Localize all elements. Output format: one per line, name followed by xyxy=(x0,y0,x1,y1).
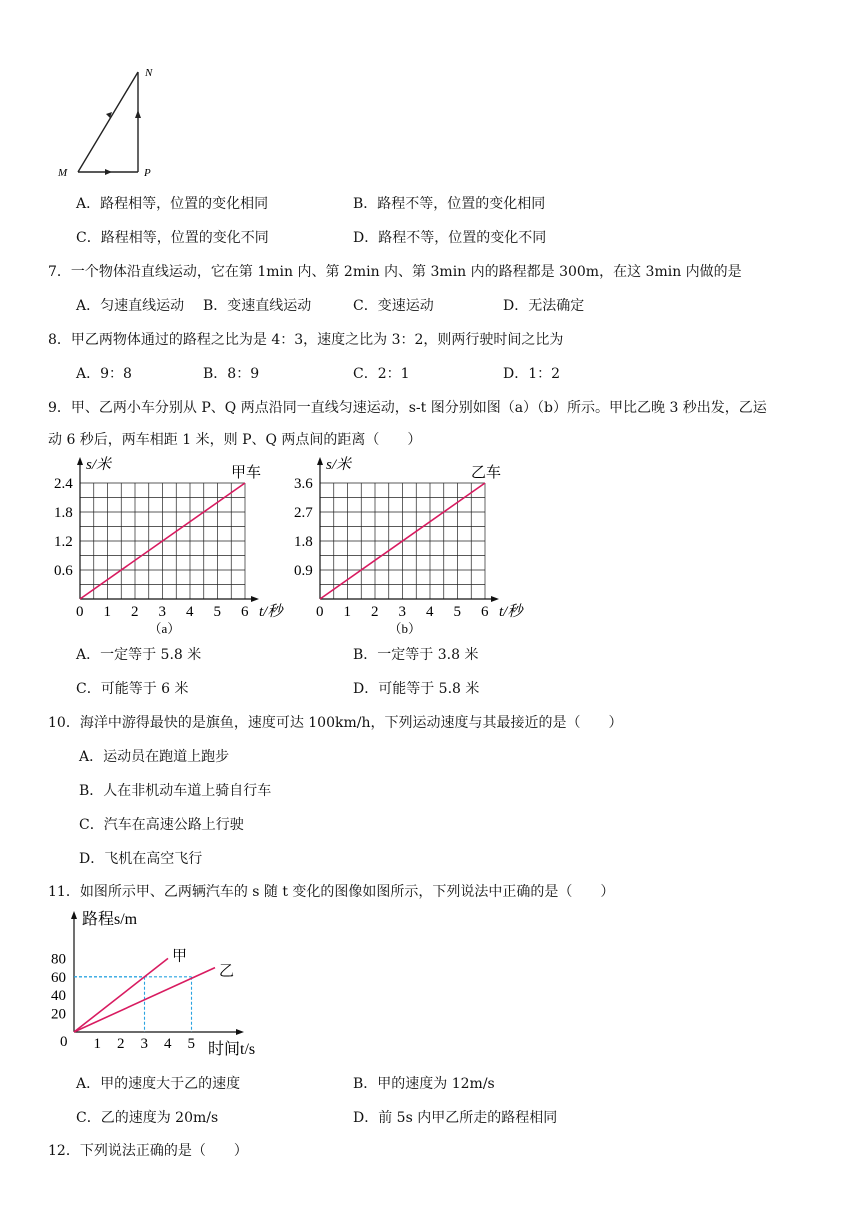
chart-c-y-tick: 20 xyxy=(51,1006,66,1023)
q9-stem-line2: 动 6 秒后，两车相距 1 米，则 P、Q 两点间的距离（ ） xyxy=(48,432,422,448)
chart-a-x-label: t/秒 xyxy=(259,604,283,620)
chart-a-series-label: 甲车 xyxy=(231,465,262,481)
chart-b-y-tick: 3.6 xyxy=(294,476,313,492)
q6-option-a: A．路程相等，位置的变化相同 xyxy=(76,196,269,212)
q10-option-a: A．运动员在跑道上跑步 xyxy=(79,749,230,765)
chart-a-y-tick: 2.4 xyxy=(54,476,73,492)
chart-b-x-tick: 6 xyxy=(481,604,489,620)
chart-c-x-arrow xyxy=(236,1029,244,1035)
chart-a-x-tick: 3 xyxy=(158,604,166,620)
chart-b-y-arrow xyxy=(317,457,323,465)
chart-c-origin-label: 0 xyxy=(60,1034,68,1050)
chart-c-y-label: 路程s/m xyxy=(82,911,138,928)
q9-option-b: B．一定等于 3.8 米 xyxy=(353,647,479,663)
q10-option-c: C．汽车在高速公路上行驶 xyxy=(79,817,244,833)
chart-a-x-tick: 2 xyxy=(131,604,139,620)
chart-b-x-tick: 5 xyxy=(453,604,461,620)
chart-c-x-tick: 4 xyxy=(164,1036,172,1052)
q10-option-d: D．飞机在高空飞行 xyxy=(79,851,203,867)
q9-option-a: A．一定等于 5.8 米 xyxy=(76,647,202,663)
chart-a-caption: （a） xyxy=(148,621,181,636)
chart-b-x-arrow xyxy=(491,596,499,602)
chart-a-x-arrow xyxy=(251,596,259,602)
chart-c-series-label: 甲 xyxy=(172,948,188,965)
chart-a-x-tick: 5 xyxy=(213,604,221,620)
chart-c-y-arrow xyxy=(71,911,77,919)
chart-b-y-tick: 0.9 xyxy=(294,563,313,579)
q11-stem: 11．如图所示甲、乙两辆汽车的 s 随 t 变化的图像如图所示，下列说法中正确的是（ ） xyxy=(48,884,615,900)
chart-b-y-tick: 1.8 xyxy=(294,534,313,550)
q9-option-c: C．可能等于 6 米 xyxy=(76,681,189,697)
chart-b xyxy=(290,455,535,640)
chart-a-x-tick: 0 xyxy=(76,604,84,620)
chart-b-y-tick: 2.7 xyxy=(294,505,313,521)
q11-option-a: A．甲的速度大于乙的速度 xyxy=(76,1076,241,1092)
q6-option-c: C．路程相等，位置的变化不同 xyxy=(76,230,269,246)
chart-a-x-tick: 4 xyxy=(186,604,194,620)
q10-stem: 10．海洋中游得最快的是旗鱼，速度可达 100km/h，下列运动速度与其最接近的是（ ） xyxy=(48,715,623,731)
chart-c-y-tick: 80 xyxy=(51,951,66,968)
q8-option-a: A．9：8 xyxy=(76,366,132,382)
chart-c-x-label: 时间t/s xyxy=(208,1041,256,1058)
label-m: M xyxy=(58,167,68,179)
q8-stem: 8．甲乙两物体通过的路程之比为是 4：3，速度之比为 3：2，则两行驶时间之比为 xyxy=(48,332,564,348)
q6-path-figure xyxy=(50,60,170,185)
chart-c-x-tick: 5 xyxy=(187,1036,195,1052)
chart-c-y-tick: 60 xyxy=(51,969,66,986)
chart-c-x-tick: 3 xyxy=(140,1036,148,1052)
q8-option-c: C．2：1 xyxy=(353,366,410,382)
chart-b-x-label: t/秒 xyxy=(499,604,523,620)
q12-stem: 12．下列说法正确的是（ ） xyxy=(48,1143,248,1159)
chart-a-y-tick: 1.8 xyxy=(54,505,73,521)
chart-c-series-label: 乙 xyxy=(219,963,235,980)
chart-a-y-tick: 1.2 xyxy=(54,534,73,550)
q11-option-c: C．乙的速度为 20m/s xyxy=(76,1110,219,1126)
q11-option-b: B．甲的速度为 12m/s xyxy=(353,1076,495,1092)
chart-b-x-tick: 1 xyxy=(343,604,351,620)
chart-c-y-tick: 40 xyxy=(51,988,66,1005)
q6-option-b: B．路程不等，位置的变化相同 xyxy=(353,196,546,212)
q9-stem-line1: 9．甲、乙两小车分别从 P、Q 两点沿同一直线匀速运动，s-t 图分别如图（a）（b）所示。甲比乙晚 3 秒出发，乙运 xyxy=(48,400,767,416)
chart-b-series-label: 乙车 xyxy=(471,465,502,481)
q8-option-d: D．1：2 xyxy=(503,366,561,382)
q7-option-b: B．变速直线运动 xyxy=(203,298,312,314)
chart-b-y-label: s/米 xyxy=(326,457,352,473)
q9-option-d: D．可能等于 5.8 米 xyxy=(353,681,480,697)
chart-a-y-arrow xyxy=(77,457,83,465)
chart-a-y-label: s/米 xyxy=(86,457,112,473)
chart-b-x-tick: 3 xyxy=(398,604,406,620)
chart-a-x-tick: 1 xyxy=(103,604,111,620)
chart-a-x-tick: 6 xyxy=(241,604,249,620)
q10-option-b: B．人在非机动车道上骑自行车 xyxy=(79,783,272,799)
chart-b-x-tick: 2 xyxy=(371,604,379,620)
chart-b-x-tick: 4 xyxy=(426,604,434,620)
chart-b-caption: （b） xyxy=(388,621,422,636)
chart-a xyxy=(50,455,295,640)
label-n: N xyxy=(145,67,153,79)
chart-b-x-tick: 0 xyxy=(316,604,324,620)
q7-stem: 7．一个物体沿直线运动，它在第 1min 内、第 2min 内、第 3min 内的路程都是 300m，在这 3min 内做的是 xyxy=(48,264,742,280)
label-p: P xyxy=(144,167,151,179)
q11-option-d: D．前 5s 内甲乙所走的路程相同 xyxy=(353,1110,558,1126)
chart-c-x-tick: 2 xyxy=(117,1036,125,1052)
q6-option-d: D．路程不等，位置的变化不同 xyxy=(353,230,547,246)
q7-option-a: A．匀速直线运动 xyxy=(76,298,185,314)
chart-a-y-tick: 0.6 xyxy=(54,563,73,579)
chart-c-x-tick: 1 xyxy=(93,1036,101,1052)
q7-option-d: D．无法确定 xyxy=(503,298,585,314)
chart-c xyxy=(48,908,278,1063)
q8-option-b: B．8：9 xyxy=(203,366,260,382)
q7-option-c: C．变速运动 xyxy=(353,298,434,314)
